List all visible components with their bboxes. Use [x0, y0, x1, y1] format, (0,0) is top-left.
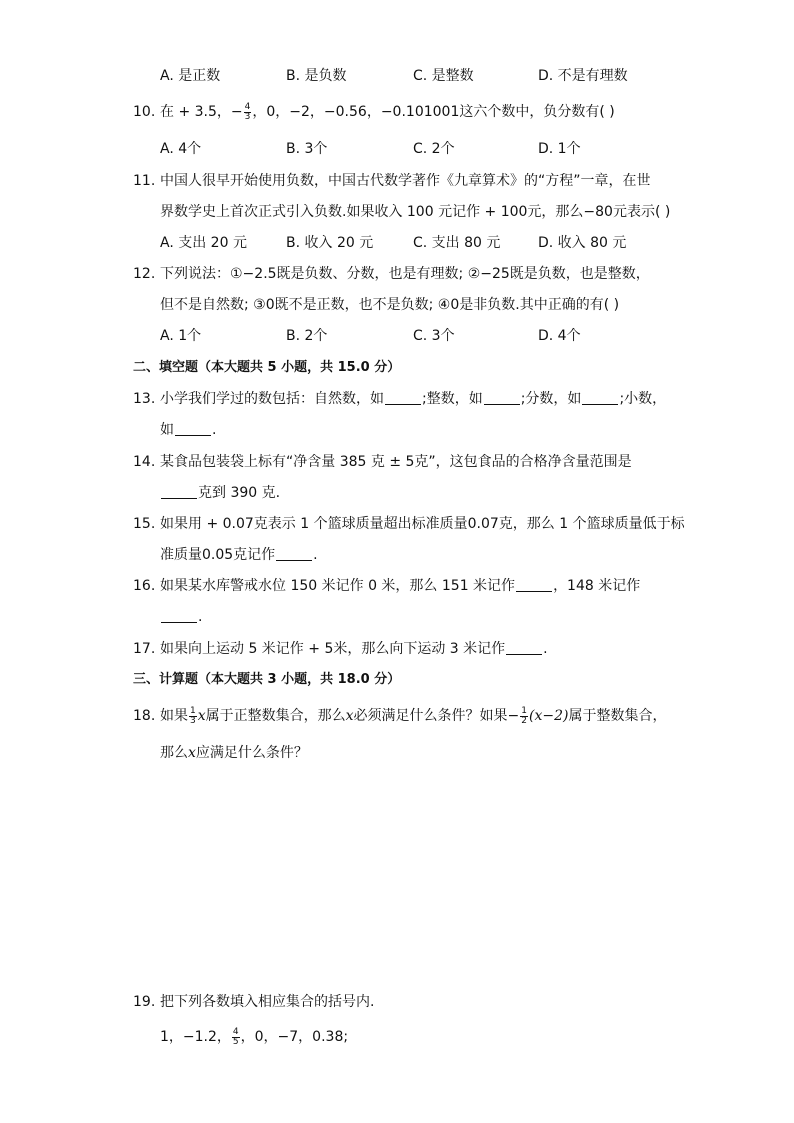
variable-x: x [188, 745, 196, 761]
q9-option-b[interactable]: B. 是负数 [286, 68, 347, 84]
stem-text: 属于整数集合， [568, 708, 667, 724]
fraction [244, 103, 252, 122]
question-16-line-1 [160, 576, 640, 596]
q9-option-d[interactable]: D. 不是有理数 [538, 68, 628, 84]
q12-option-d[interactable]: D. 4个 [538, 328, 581, 344]
question-14-line-1: 某食品包装袋上标有“净含量 385 克 ± 5克”，这包食品的合格净含量范围是 [160, 454, 632, 470]
stem-text: 如果向上运动 5 米记作 + 5米，那么向下运动 3 米记作 [160, 641, 506, 657]
stem-text: 在 + 3.5， [160, 104, 231, 120]
section-title: 二、填空题 [133, 360, 199, 375]
q10-option-a[interactable]: A. 4个 [160, 141, 202, 157]
question-14-line-2 [160, 483, 280, 503]
fraction-numerator: 1 [521, 705, 528, 716]
minus-sign: − [230, 104, 243, 120]
fraction [232, 1028, 240, 1047]
stem-text: 如果某水库警戒水位 150 米记作 0 米，那么 151 米记作 [160, 578, 516, 594]
stem-text: 克到 390 克. [198, 485, 281, 501]
fraction-numerator: 1 [190, 705, 196, 716]
question-17-line-1 [160, 639, 548, 659]
stem-text: . [198, 609, 203, 625]
q11-option-b[interactable]: B. 收入 20 元 [286, 235, 374, 251]
question-18-line-1 [160, 706, 666, 726]
q10-option-b[interactable]: B. 3个 [286, 141, 328, 157]
question-13-line-2 [160, 420, 216, 440]
q10-option-d[interactable]: D. 1个 [538, 141, 581, 157]
stem-text: ;小数， [619, 391, 667, 407]
answer-blank[interactable] [161, 608, 197, 623]
stem-text: . [543, 641, 548, 657]
question-12-line-1: 下列说法：①−2.5既是负数、分数，也是有理数; ②−25既是负数，也是整数， [160, 266, 650, 282]
fraction-numerator: 4 [244, 101, 251, 112]
question-19-line-1: 把下列各数填入相应集合的括号内. [160, 994, 375, 1010]
section-detail: （本大题共 3 小题，共 18.0 分） [198, 672, 401, 687]
stem-text: 1，−1.2， [160, 1029, 231, 1045]
answer-blank[interactable] [582, 390, 618, 405]
question-11-line-2: 界数学史上首次正式引入负数.如果收入 100 元记作 + 100元，那么−80元表示( ) [160, 204, 671, 220]
answer-blank[interactable] [516, 577, 552, 592]
stem-text: 小学我们学过的数包括：自然数，如 [160, 391, 384, 407]
question-11-line-1: 中国人很早开始使用负数，中国古代数学著作《九章算术》的“方程”一章，在世 [160, 173, 651, 189]
question-number: 12. [133, 266, 156, 282]
stem-text: . [313, 547, 318, 563]
stem-text: 准质量0.05克记作 [160, 547, 276, 563]
q11-option-a[interactable]: A. 支出 20 元 [160, 235, 247, 251]
fraction-numerator: 4 [232, 1026, 239, 1037]
question-number: 18. [133, 708, 156, 724]
q10-option-c[interactable]: C. 2个 [413, 141, 455, 157]
stem-text: 属于正整数集合，那么 [205, 708, 346, 724]
stem-text: 必须满足什么条件？如果− [353, 708, 520, 724]
fraction-denominator: 2 [521, 715, 528, 726]
section-2-heading [133, 358, 400, 378]
question-15-line-2 [160, 545, 318, 565]
fraction-denominator: 5 [232, 1036, 239, 1047]
variable-x: x [197, 708, 206, 724]
answer-blank[interactable] [484, 390, 520, 405]
stem-text: ;分数，如 [520, 391, 582, 407]
q9-option-c[interactable]: C. 是整数 [413, 68, 474, 84]
q11-option-d[interactable]: D. 收入 80 元 [538, 235, 627, 251]
question-number: 15. [133, 516, 156, 532]
stem-text: ，0，−2，−0.56，−0.101001这六个数中，负分数有( ) [252, 104, 615, 120]
q12-option-c[interactable]: C. 3个 [413, 328, 455, 344]
answer-blank[interactable] [175, 421, 211, 436]
q12-option-b[interactable]: B. 2个 [286, 328, 328, 344]
section-3-heading [133, 670, 400, 690]
answer-blank[interactable] [506, 640, 542, 655]
stem-text: 如果 [160, 708, 188, 724]
question-12-line-2: 但不是自然数; ③0既不是正数，也不是负数; ④0是非负数.其中正确的有( ) [160, 297, 620, 313]
question-16-line-2 [160, 607, 202, 627]
answer-blank[interactable] [161, 484, 197, 499]
section-detail: （本大题共 5 小题，共 15.0 分） [198, 360, 401, 375]
stem-text: . [212, 422, 217, 438]
fraction [520, 707, 528, 726]
question-number: 10. [133, 104, 156, 120]
variable-x: x [345, 708, 354, 724]
question-number: 13. [133, 391, 156, 407]
stem-text: ，0，−7，0.38; [240, 1029, 349, 1045]
expression: (x−2) [529, 708, 569, 724]
question-number: 19. [133, 994, 156, 1010]
question-number: 11. [133, 173, 156, 189]
stem-text: ;整数，如 [422, 391, 483, 407]
question-number: 16. [133, 578, 156, 594]
question-15-line-1: 如果用 + 0.07克表示 1 个篮球质量超出标准质量0.07克，那么 1 个篮球质量低于标 [160, 516, 685, 532]
q11-option-c[interactable]: C. 支出 80 元 [413, 235, 501, 251]
section-title: 三、计算题 [133, 672, 199, 687]
question-18-line-2 [160, 743, 308, 763]
q9-option-a[interactable]: A. 是正数 [160, 68, 221, 84]
q12-option-a[interactable]: A. 1个 [160, 328, 202, 344]
question-number: 14. [133, 454, 156, 470]
stem-text: 应满足什么条件？ [195, 745, 308, 761]
fraction [189, 707, 197, 726]
answer-blank[interactable] [385, 390, 421, 405]
question-19-numbers [160, 1027, 348, 1047]
question-number: 17. [133, 641, 156, 657]
stem-text: 如 [160, 422, 174, 438]
question-10-stem [160, 102, 615, 122]
stem-text: ，148 米记作 [553, 578, 641, 594]
stem-text: 那么 [160, 745, 188, 761]
fraction-denominator: 3 [190, 715, 196, 726]
answer-blank[interactable] [276, 546, 312, 561]
fraction-denominator: 3 [244, 111, 251, 122]
question-13-line-1 [160, 389, 666, 409]
